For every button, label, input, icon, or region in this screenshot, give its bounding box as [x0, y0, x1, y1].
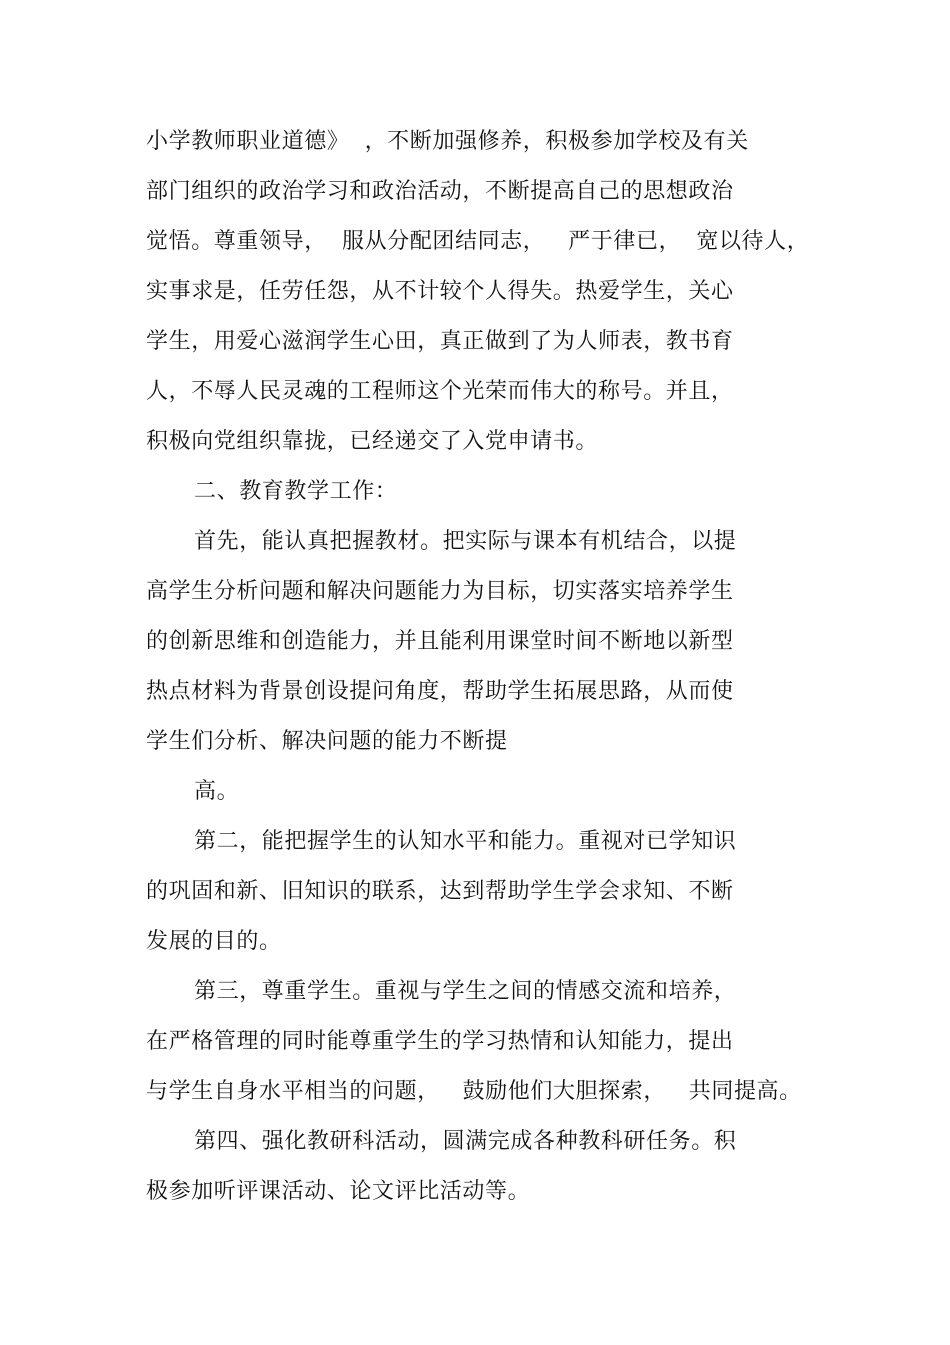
paragraph-line: 高。	[194, 779, 240, 804]
paragraph-line: 第四、强化教研科活动，圆满完成各种教科研任务。积	[194, 1129, 737, 1154]
paragraph-line: 在严格管理的同时能尊重学生的学习热情和认知能力，提出	[146, 1029, 734, 1054]
paragraph-line: 发展的目的。	[146, 929, 282, 954]
paragraph-line: 第二，能把握学生的认知水平和能力。重视对已学知识	[194, 829, 737, 854]
paragraph-line: 高学生分析问题和解决问题能力为目标，切实落实培养学生	[146, 579, 734, 604]
paragraph-line: 热点材料为背景创设提问角度，帮助学生拓展思路，从而使	[146, 679, 734, 704]
paragraph-line: 极参加听评课活动、论文评比活动等。	[146, 1179, 531, 1204]
paragraph-line: 小学教师职业道德》 ，不断加强修养，积极参加学校及有关	[146, 129, 749, 154]
paragraph-line: 人，不辱人民灵魂的工程师这个光荣而伟大的称号。并且，	[146, 379, 734, 404]
paragraph-line: 觉悟。尊重领导， 服从分配团结同志， 严于律已， 宽以待人，	[146, 229, 810, 254]
paragraph-line: 学生，用爱心滋润学生心田，真正做到了为人师表，教书育	[146, 329, 734, 354]
paragraph-line: 学生们分析、解决问题的能力不断提	[146, 729, 508, 754]
paragraph-line: 的创新思维和创造能力，并且能利用课堂时间不断地以新型	[146, 629, 734, 654]
paragraph-line: 与学生自身水平相当的问题， 鼓励他们大胆探索， 共同提高。	[146, 1079, 802, 1104]
paragraph-line: 积极向党组织靠拢，已经递交了入党申请书。	[146, 429, 599, 454]
section-heading: 二、教育教学工作：	[194, 479, 398, 504]
paragraph-line: 的巩固和新、旧知识的联系，达到帮助学生学会求知、不断	[146, 879, 734, 904]
paragraph-line: 实事求是，任劳任怨，从不计较个人得失。热爱学生，关心	[146, 279, 734, 304]
paragraph-line: 首先，能认真把握教材。把实际与课本有机结合，以提	[194, 529, 737, 554]
paragraph-line: 部门组织的政治学习和政治活动，不断提高自己的思想政治	[146, 179, 734, 204]
paragraph-line: 第三，尊重学生。重视与学生之间的情感交流和培养，	[194, 979, 737, 1004]
